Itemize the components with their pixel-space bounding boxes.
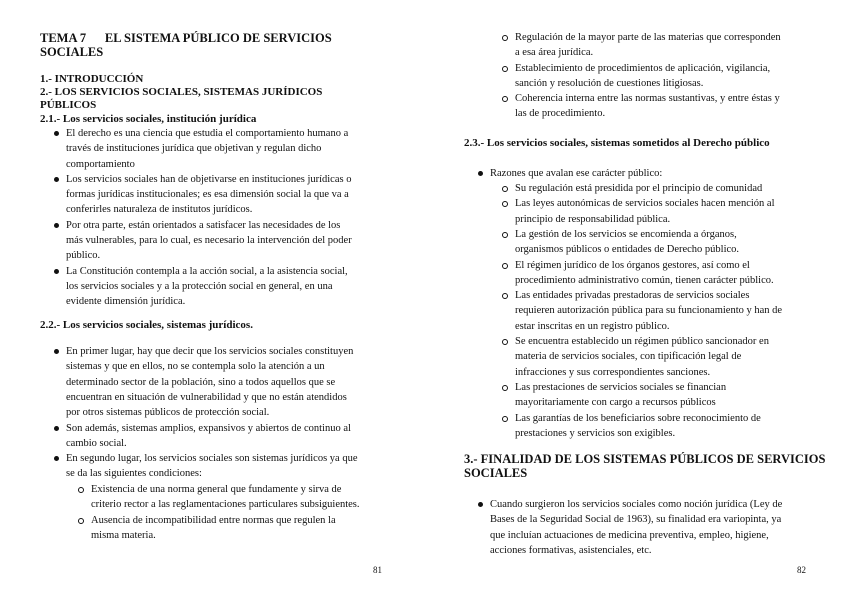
bullet-circle-icon [502, 263, 508, 269]
bullet-circle-icon [502, 96, 508, 102]
bullet-circle-icon [502, 232, 508, 238]
bullet-text-line: través de instituciones jurídica que objetivan y regulan dicho [66, 143, 322, 155]
bullet-text-line: Los servicios sociales han de objetivarse en instituciones jurídicas o [66, 173, 352, 185]
bullet-text-line: Se encuentra establecido un régimen público sancionador en [515, 336, 769, 347]
bullet-text-line: sistemas y que en ellos, no se contempla solo la atención a un [66, 361, 325, 373]
bullet-text-line: materia de servicios sociales, con tipificación legal de [515, 351, 742, 363]
bullet-text-line: Las garantías de los beneficiarios sobre reconocimiento de [515, 412, 761, 424]
bullet-text-line: cambio social. [66, 437, 127, 449]
bullet-text-line: los servicios sociales y a la protección social en general, en una [66, 280, 333, 292]
subheading-2-3: 2.3.- Los servicios sociales, sistemas sometidos al Derecho público [464, 137, 770, 149]
bullet-text-line: En primer lugar, hay que decir que los servicios sociales constituyen [66, 346, 354, 357]
bullet-circle-icon [502, 35, 508, 41]
bullet-text-line: sanción y resolución de cuestiones litigiosas. [515, 77, 704, 89]
bullet-dot-icon [54, 349, 59, 354]
bullet-circle-icon [502, 385, 508, 391]
bullet-text-line: Son además, sistemas amplios, expansivos y abiertos de continuo al [66, 422, 351, 434]
bullet-text-line: Por otra parte, están orientados a satisfacer las necesidades de los [66, 219, 341, 231]
bullet-circle-icon [78, 487, 84, 493]
bullet-text-line: La gestión de los servicios se encomienda a órganos, [515, 228, 737, 240]
bullet-text-line: Bases de la Seguridad Social de 1963), su finalidad era variopinta, ya [490, 514, 782, 526]
right-page [424, 0, 848, 599]
bullet-text-line: Ausencia de incompatibilidad entre normas que regulen la [91, 514, 336, 526]
bullet-text-line: formas jurídicas institucionales; es esa dimensión social la que va a [66, 189, 349, 201]
bullet-text-line: que incluían actuaciones de medicina preventiva, empleo, higiene, [490, 529, 769, 541]
bullet-text-line: prestaciones y servicios son exigibles. [515, 427, 676, 439]
bullet-text-line: En segundo lugar, los servicios sociales son sistemas jurídicos ya que [66, 453, 358, 465]
bullet-text-line: evidente dimensión jurídica. [66, 296, 186, 308]
bullet-text-line: misma materia. [91, 529, 156, 541]
bullet-text-line: procedimiento administrativo común, tienen carácter público. [515, 274, 774, 286]
bullet-text-line: Las prestaciones de servicios sociales se financian [515, 381, 727, 393]
bullet-text-line: por otros sistemas públicos de protección social. [66, 407, 270, 419]
bullet-circle-icon [502, 416, 508, 422]
heading-finalidad: 3.- FINALIDAD DE LOS SISTEMAS PÚBLICOS DE SERVICIOS SOCIALES [464, 452, 826, 480]
bullet-text-line: Las leyes autonómicas de servicios sociales hacen mención al [515, 198, 775, 210]
bullet-text-line: a esa área jurídica. [515, 47, 594, 59]
bullet-text-line: El régimen jurídico de los órganos gestores, así como el [515, 259, 750, 271]
bullet-circle-icon [502, 293, 508, 299]
bullet-circle-icon [502, 201, 508, 207]
bullet-text-line: El derecho es una ciencia que estudia el comportamiento humano a [66, 128, 349, 139]
bullet-dot-icon [478, 502, 483, 507]
bullet-text-line: mayoritariamente con cargo a recursos públicos [515, 397, 716, 409]
bullet-text-line: Su regulación está presidida por el principio de comunidad [515, 183, 763, 194]
bullet-dot-icon [478, 171, 483, 176]
bullet-circle-icon [502, 186, 508, 192]
bullet-circle-icon [502, 339, 508, 345]
bullet-text-line: más vulnerables, para lo cual, es necesario la intervención del poder [66, 235, 352, 247]
heading-sistemas-juridicos: 2.- LOS SERVICIOS SOCIALES, SISTEMAS JURÍDICOS PÚBLICOS [40, 86, 323, 111]
bullet-text-line: requieren autorización pública para su funcionamiento y han de [515, 305, 783, 317]
page-number-right: 82 [797, 565, 806, 575]
bullet-text-line: se da las siguientes condiciones: [66, 468, 202, 480]
bullet-text-line: Coherencia interna entre las normas sustantivas, y entre éstas y [515, 93, 780, 105]
bullet-dot-icon [54, 177, 59, 182]
bullet-text-line: organismos públicos o entidades de Derecho público. [515, 244, 740, 256]
bullet-dot-icon [54, 223, 59, 228]
chapter-title: TEMA 7 EL SISTEMA PÚBLICO DE SERVICIOS SOCIALES [40, 31, 332, 59]
bullet-text-line: comportamiento [66, 158, 135, 170]
bullet-text-line: Establecimiento de procedimientos de aplicación, vigilancia, [515, 62, 771, 74]
bullet-text-line: las de procedimiento. [515, 108, 606, 120]
bullet-text-line: principio de responsabilidad pública. [515, 213, 671, 225]
bullet-text-line: encuentran en situación de vulnerabilidad y que no están atendidos [66, 391, 347, 403]
bullet-text-line: público. [66, 250, 101, 262]
bullet-dot-icon [54, 426, 59, 431]
subheading-2-1: 2.1.- Los servicios sociales, institución jurídica [40, 113, 257, 125]
bullet-text-line: Regulación de la mayor parte de las materias que corresponden [515, 32, 781, 43]
bullet-text-line: acciones formativas, asistenciales, etc. [490, 544, 652, 556]
bullet-text-line: conferirles naturaleza de institutos jurídicos. [66, 204, 253, 216]
subheading-2-2: 2.2.- Los servicios sociales, sistemas jurídicos. [40, 319, 253, 331]
bullet-text-line: Existencia de una norma general que fundamente y sirva de [91, 484, 342, 495]
bullet-text-line: criterio rector a las reglamentaciones particulares subsiguientes. [91, 499, 360, 511]
bullet-text-line: Cuando surgieron los servicios sociales como noción jurídica (Ley de [490, 499, 783, 510]
bullet-text-line: La Constitución contempla a la acción social, a la asistencia social, [66, 265, 348, 277]
bullet-dot-icon [54, 131, 59, 136]
bullet-text-line: determinado sector de la población, sino a todos aquellos que se [66, 376, 336, 388]
page-number-left: 81 [373, 565, 382, 575]
bullet-dot-icon [54, 456, 59, 461]
bullet-text-line: estar inscritas en un registro público. [515, 320, 670, 332]
bullet-text-line: Las entidades privadas prestadoras de servicios sociales [515, 290, 750, 302]
bullet-text-line: infracciones y sus correspondientes sanciones. [515, 366, 711, 378]
bullet-text-line: Razones que avalan ese carácter público: [490, 168, 663, 179]
bullet-circle-icon [78, 518, 84, 524]
bullet-dot-icon [54, 269, 59, 274]
heading-introduccion: 1.- INTRODUCCIÓN [40, 73, 144, 85]
bullet-circle-icon [502, 66, 508, 72]
